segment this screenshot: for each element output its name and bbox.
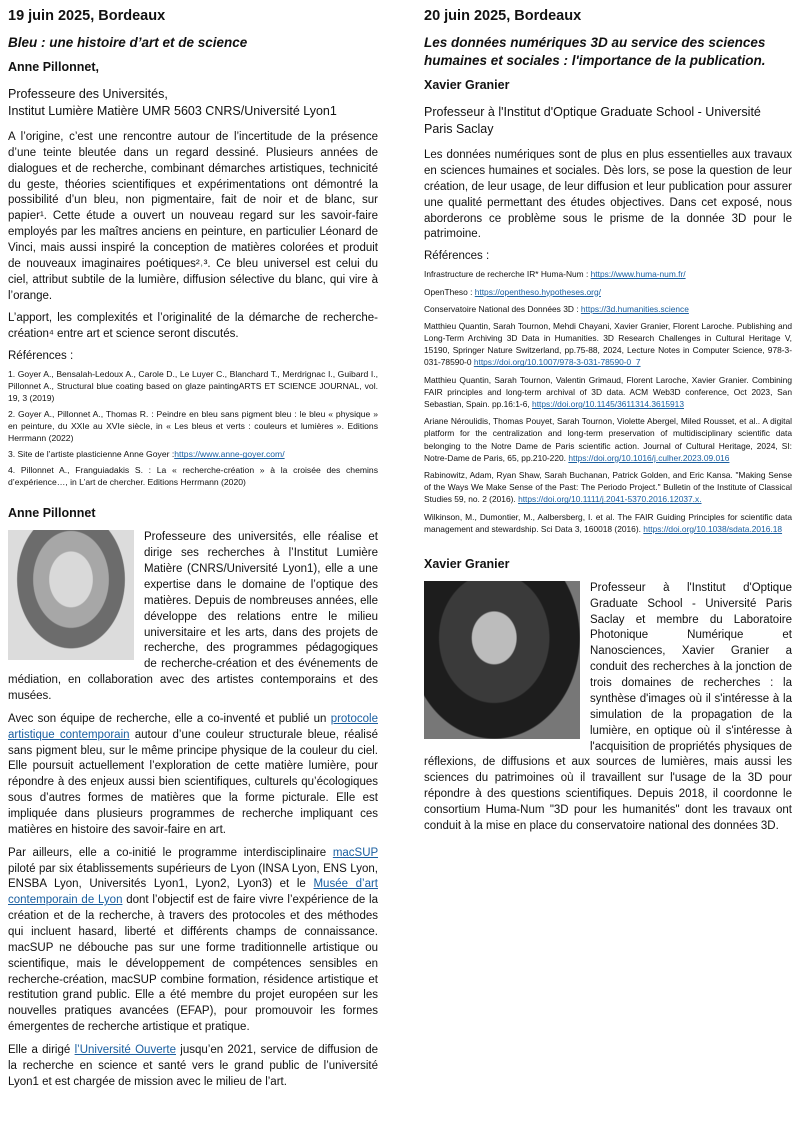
left-abstract-para2: L’apport, les complexités et l’originalité de la démarche de recherche-création⁴ entre art et science seront discutés. [8,312,378,341]
right-date: 20 juin 2025, Bordeaux [424,8,582,24]
left-author: Anne Pillonnet, [8,60,99,75]
anne-bio-para2-a: Avec son équipe de recherche, elle a co-inventé et publié un [8,712,331,725]
anne-bio-name: Anne Pillonnet [8,506,96,521]
doi-link-6[interactable]: https://doi.org/10.1016/j.culher.2023.09.016 [568,452,730,463]
right-ref-1 [424,268,792,280]
anne-bio-para1: Professeure des universités, elle réalise et dirige ses recherches à l’Institut Lumière Matière (CNRS/Université Lyon1), elle a une expertise dans le domaine de l’optique des matières. Depuis de nombreuses années, elle développe des relations entre le milieu universitaire et les arts, dans des projets de recherche, des programmes pédagogiques de recherche-création et des événements de médiation, en collaboration avec des artistes contemporains et des musées. [8,531,378,703]
right-affiliation: Professeur à l'Institut d'Optique Graduate School - Université Paris Saclay [424,105,761,137]
right-ref-8 [424,511,792,535]
xavier-bio-name: Xavier Granier [424,556,510,571]
left-date: 19 juin 2025, Bordeaux [8,8,166,24]
left-column [8,8,378,1098]
anne-bio-para3-c: dont l’objectif est de faire vivre l’expérience de la création et de la recherche, à travers des protocoles et des méthodes qui incluent hasard, liberté et différents champs de connaissance. macSUP ne débouche pas sur une forme traditionnelle artistique ou scientifique, mais le développement de compétences sensibles en recherche-création, macSUP combine formation, résidence artistique et restitution grand public. Elle a été membre du projet européen sur les nouvelles pratiques avancées (EFAP), pour promouvoir les formes émergentes de recherche artistique et pratique. [8,894,378,1034]
right-ref-8-text: Wilkinson, M., Dumontier, M., Aalbersberg, I. et al. The FAIR Guiding Principles for scientific data management and stewardship. Sci Data 3, 160018 (2016). [424,511,792,534]
anne-bio [8,506,378,1090]
protocole-link[interactable]: protocole artistique contemporain [8,712,378,741]
right-ref-3-text: Conservatoire National des Données 3D : [424,303,581,314]
anne-bio-para3-b: piloté par six établissements supérieurs de Lyon (INSA Lyon, ENS Lyon, ENSBA Lyon, Universités Lyon1, Lyon2, Lyon3) et le [8,862,378,891]
right-ref-6 [424,415,792,464]
left-affiliation [8,86,378,120]
left-abstract-para1: A l’origine, c’est une rencontre autour de l’incertitude de la présence d’une teinte bleutée dans un regard dessiné. Plusieurs années de dialogues et de recherche, combinant démarches artistiques, technicité du geste, théories scientifiques et expérimentations ont démontré la possibilité d’un bleu, non pigmentaire, fait de noir et de blanc, sur papier¹. Cette étude a ouvert un nouveau regard sur les savoir-faire employés par les maîtres anciens en peinture, en particulier Léonard de Vinci, mais aussi inspiré la conception de matières colorées et produit de nouveaux imaginaires poétiques²˒³. Ce bleu universel est celui du ciel, attribut subtile de la lumière, diffusion sélective du blanc, qui vire à l’orange. [8,130,378,302]
anne-bio-para3-a: Par ailleurs, elle a co-initié le programme interdisciplinaire [8,846,333,859]
left-talk-title: Bleu : une histoire d’art et de science [8,35,248,50]
right-ref-1-text: Infrastructure de recherche IR* Huma-Num : [424,269,591,280]
left-ref-1: 1. Goyer A., Bensalah-Ledoux A., Carole D., Le Luyer C., Blanchard T., Merdrignac I., Guibard I., Pillonnet A., Structural blue coating based on glaze paintingARTS ET SCIENCE JOURNAL, vol. 19, 3 (2019) [8,369,378,404]
right-ref-4 [424,320,792,369]
left-affiliation-line1: Professeure des Universités, [8,87,168,102]
right-ref-4-text: Matthieu Quantin, Sarah Tournon, Mehdi Chayani, Xavier Granier, Florent Laroche. Publishing and Long-Term Archiving 3D Data in Humanities. 3D Research Challenges in Cultural Heritage V, 15190, Springer Nature Switzerland, pp.75-88, 2024, Lecture Notes in Computer Science, 978-3-031-78590-0 [424,320,792,368]
xavier-portrait-photo [424,581,580,739]
right-refs-heading: Références : [424,250,490,263]
anne-bio-para4 [8,1043,378,1091]
anne-portrait-photo [8,530,134,660]
right-talk-title: Les données numériques 3D au service des sciences humaines et sociales : l'importance de la publication. [424,35,766,69]
musee-link[interactable]: Musée d’art contemporain de Lyon [8,878,378,907]
right-ref-5-text: Matthieu Quantin, Sarah Tournon, Valentin Grimaud, Florent Laroche, Xavier Granier. Combining FAIR principles and long-term archival of 3D data. ACM Web3D conference, Oct 2023, San Sebastian, Spain. pp.16:1-6, [424,374,792,410]
conservatoire-link[interactable]: https://3d.humanities.science [580,303,689,314]
left-ref-3-text: 3. Site de l’artiste plasticienne Anne Goyer : [8,449,175,460]
right-ref-2 [424,286,792,298]
anne-bio-para4-a: Elle a dirigé [8,1044,75,1057]
left-affiliation-line2: Institut Lumière Matière UMR 5603 CNRS/Université Lyon1 [8,104,337,119]
anne-bio-para2-b: autour d’une couleur structurale bleue, réalisé sans pigment bleu, sur le même principe physique de la couleur du ciel. Elle poursuit actuellement l’exploration de cette matière lumière, pour répondre à des enjeux aussi bien scientifiques, culturels qu’écologiques sous d’autres formes de matières que la forme picturale. Elle est impliquée dans plusieurs programmes de recherche impliquant ces matières en histoire des savoir-faire en art. [8,728,378,836]
left-ref-3 [8,448,378,460]
huma-num-link[interactable]: https://www.huma-num.fr/ [590,269,686,280]
left-ref-2: 2. Goyer A., Pillonnet A., Thomas R. : Peindre en bleu sans pigment bleu : le bleu « physique » en peinture, du XXIe au XVIe siècle, in « Les bleus et verts : couleurs et lumières ». Editions Herrmann (2022) [8,409,378,444]
doi-link-7[interactable]: https://doi.org/10.1111/j.2041-5370.2016.12037.x. [518,494,702,505]
doi-link-8[interactable]: https://doi.org/10.1038/sdata.2016.18 [643,523,783,534]
anne-bio-para4-b: jusqu’en 2021, service de diffusion de la recherche en science et santé vers le grand public de l’université Lyon1 et est chargée de mission avec le milieu de l’art. [8,1044,378,1088]
right-ref-5 [424,374,792,411]
doi-link-4[interactable]: https://doi.org/10.1007/978-3-031-78590-0_7 [473,357,641,368]
left-ref-4: 4. Pillonnet A., Franguiadakis S. : La « recherche-création » à la croisée des chemins d’expérience…, in L’art de chercher. Editions Herrmann (2020) [8,465,378,488]
doi-link-5[interactable]: https://doi.org/10.1145/3611314.3615913 [532,399,684,410]
right-ref-2-text: OpenTheso : [424,286,475,297]
anne-goyer-link[interactable]: https://www.anne-goyer.com/ [174,449,285,460]
right-ref-7-text: Rabinowitz, Adam, Ryan Shaw, Sarah Buchanan, Patrick Golden, and Eric Kansa. "Making Sense of the Ways We Make Sense of the Past: The Periodo Project." Bulletin of the Institute of Classical Studies 59, no. 2 (2016). [424,469,792,505]
anne-bio-para2 [8,712,378,839]
right-ref-7 [424,469,792,506]
right-column [424,8,792,842]
opentheso-link[interactable]: https://opentheso.hypotheses.org/ [474,286,601,297]
left-refs-heading: Références : [8,350,74,363]
xavier-bio [424,557,792,835]
xavier-bio-text: Professeur à l'Institut d'Optique Graduate School - Université Paris Saclay et membre du Laboratoire Photonique Numérique et Nanosciences, Xavier Granier a conduit des recherches à la jonction de trois domaines de recherches : la synthèse d'images où il s'intéresse à la simulation de la propagation de la lumière, en optique où il s'intéresse à l'acquisition de propriétés physiques de réflexions, de diffusions et aux sources de lumières, mais aussi les sciences du patrimoines où il travaillent sur l'usage de la 3D pour répondre à des questions scientifiques. Depuis 2018, il coordonne le consortium Huma-Num "3D pour les humanités" dont les travaux ont conduit à la mise en place du conservatoire national des données 3D. [424,581,792,832]
right-author: Xavier Granier [424,78,510,93]
macsup-link[interactable]: macSUP [332,846,378,859]
anne-bio-para3 [8,846,378,1036]
universite-ouverte-link[interactable]: l’Université Ouverte [74,1044,177,1057]
right-abstract: Les données numériques sont de plus en plus essentielles aux travaux en sciences humaines et sociales. Dès lors, se pose la question de leur création, de leur usage, de leur diffusion et leur publication pour assurer une qualité permettant des études objectives. Dans cet exposé, nous aborderons ce problème sous le prisme de la donnée 3D pour le patrimoine. [424,149,792,241]
right-ref-3 [424,303,792,315]
right-ref-6-text: Ariane Néroulidis, Thomas Pouyet, Sarah Tournon, Violette Abergel, Miled Rousset, et al.. A digital platform for the centralization and long-term preservation of multidisciplinary scientific data belonging to the Notre Dame de Paris scientific action. Journal of Cultural Heritage, 2024, SI: Notre-Dame de Paris, 65, pp.210-220. [424,416,792,463]
